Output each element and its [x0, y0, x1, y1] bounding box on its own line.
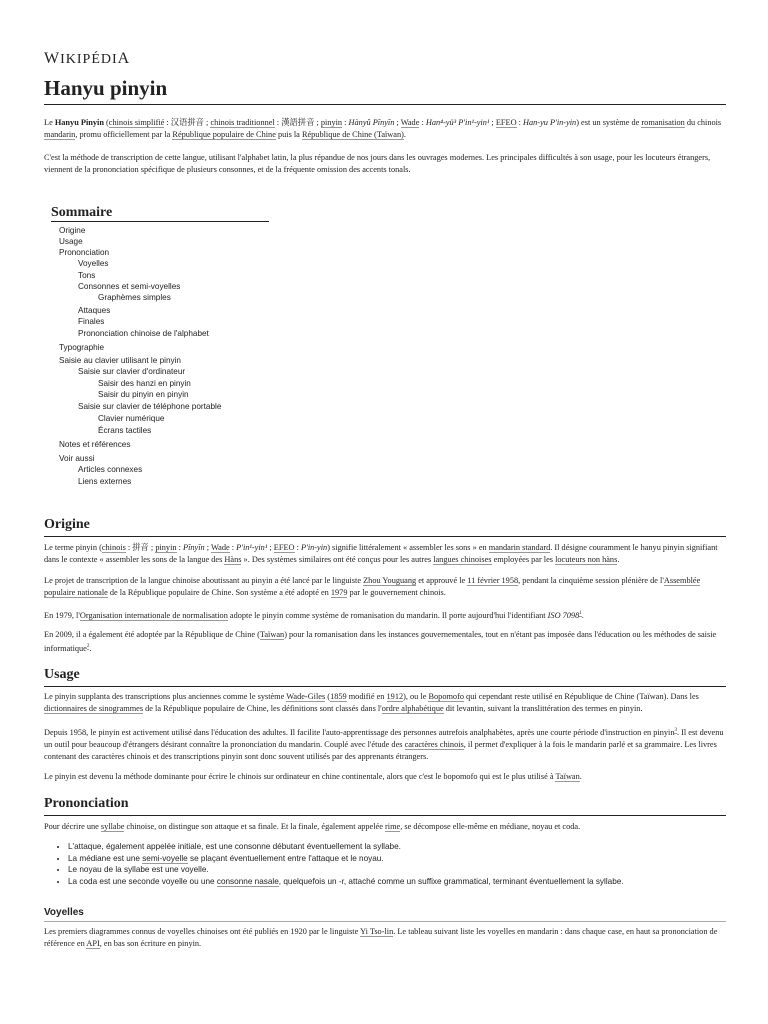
toc-item[interactable]: Articles connexes	[78, 465, 143, 474]
toc-item[interactable]: Saisie sur clavier d'ordinateur	[78, 367, 186, 376]
italic-term: P'in¹-yin¹	[236, 543, 268, 552]
footnote-ref	[87, 644, 90, 650]
inline-link[interactable]: Hàns	[224, 555, 242, 564]
inline-link[interactable]: Organisation internationale de normalisation	[79, 610, 228, 620]
page-title: Hanyu pinyin	[44, 76, 168, 100]
toc-item[interactable]: Prononciation chinoise de l'alphabet	[78, 329, 209, 338]
origine-paragraph-1: Le terme pinyin (chinois : 拼音 ; pinyin : Pīnyīn ; Wade : P'in¹-yin¹ ; EFEO : P'in-yin) signifie littéralement « assembler les sons » en mandarin standard. Il désigne couramment le hanyu pinyin signifiant dans le contexte « assembler les sons de la langue des Hàns ». Des systèmes similaires ont été conçus pour les autres langues chinoises employées par les locuteurs non hàns.	[44, 543, 718, 564]
inline-link[interactable]: EFEO	[495, 118, 517, 127]
inline-link[interactable]: Taïwan	[555, 772, 580, 781]
origine-paragraph-3: En 1979, l'Organisation internationale de normalisation adopte le pinyin comme système de romanisation du mandarin. Il porte aujourd'hui l'identifiant ISO 7098$^1$.	[44, 610, 584, 620]
inline-link[interactable]: Assemblée populaire nationale	[44, 576, 701, 597]
intro-paragraph-1: Le Hanyu Pinyin (chinois simplifié : 汉语拼音 ; chinois traditionnel : 漢語拼音 ; pinyin : Hànyǔ Pīnyīn ; Wade : Han⁴-yü³ P'in¹-yin¹ ; EFEO : Han-yu P'in-yin) est un système de romanisation du chinois mandarin, promu officiellement par la République populaire de Chine puis la République de Chine (Taïwan).	[44, 118, 722, 139]
list-item: • L'attaque, également appelée initiale, est une consonne débutant éventuellement la syllabe.	[68, 841, 624, 853]
heading-prononciation: Prononciation	[44, 796, 129, 811]
italic-term: Pīnyīn	[183, 543, 205, 552]
subheading-divider	[44, 921, 726, 922]
heading-usage: Usage	[44, 667, 80, 682]
toc-title: Sommaire	[51, 205, 113, 220]
inline-link[interactable]: semi-voyelle	[142, 853, 188, 863]
inline-link[interactable]: Wade	[400, 118, 420, 127]
inline-link[interactable]: caractères chinois	[404, 739, 464, 749]
toc-item[interactable]: Saisie au clavier utilisant le pinyin	[59, 356, 181, 365]
toc-item[interactable]: Clavier numérique	[98, 414, 165, 423]
footnote-ref	[674, 728, 677, 734]
inline-link[interactable]: mandarin	[44, 130, 76, 139]
inline-link[interactable]: Zhou Youguang	[363, 576, 417, 585]
inline-link[interactable]: pinyin	[155, 543, 177, 552]
inline-link[interactable]: chinois	[101, 543, 126, 552]
footnote-ref	[579, 611, 582, 617]
heading-divider	[44, 815, 726, 816]
inline-link[interactable]: République populaire de Chine	[172, 130, 276, 139]
italic-term: P'in-yin	[301, 543, 328, 552]
prononciation-paragraph: Pour décrire une syllabe chinoise, on distingue son attaque et sa finale. Et la finale, également appelée rime, se décompose elle-même en médiane, noyau et coda.	[44, 822, 581, 831]
toc-item[interactable]: Attaques	[78, 306, 111, 315]
inline-link[interactable]: 1859	[330, 692, 347, 701]
toc-item[interactable]: Origine	[59, 226, 86, 235]
inline-link[interactable]: 1979	[330, 588, 348, 597]
inline-link[interactable]: Taïwan	[259, 630, 285, 639]
inline-link[interactable]: 11 février 1958	[467, 576, 519, 585]
list-item: • Le noyau de la syllabe est une voyelle.	[68, 864, 624, 876]
inline-link[interactable]: mandarin standard	[488, 543, 551, 552]
toc-item[interactable]: Écrans tactiles	[98, 426, 152, 435]
heading-divider	[44, 686, 726, 687]
intro-paragraph-2: C'est la méthode de transcription de cette langue, utilisant l'alphabet latin, la plus répandue de nos jours dans les ouvrages modernes. Les principales difficultés à son usage, pour les locuteurs étrangers, viennent de la prononciation spécifique de plusieurs consonnes, et de la fréquente omission des accents tonals.	[44, 153, 711, 174]
toc-item[interactable]: Typographie	[59, 343, 105, 352]
footnote-link[interactable]: 2	[86, 644, 90, 649]
italic-term: Han⁴-yü³ P'in¹-yin¹	[425, 118, 490, 127]
toc-item[interactable]: Saisir des hanzi en pinyin	[98, 379, 191, 388]
toc-item[interactable]: Liens externes	[78, 477, 132, 486]
prononciation-list	[54, 841, 624, 887]
inline-link[interactable]: Bopomofo	[428, 692, 464, 701]
toc-item[interactable]: Prononciation	[59, 248, 110, 257]
usage-paragraph-3: Le pinyin est devenu la méthode dominante pour écrire le chinois sur ordinateur en chine continentale, alors que c'est le bopomofo qui est le plus utilisé à Taïwan.	[44, 772, 582, 781]
title-divider	[44, 104, 726, 105]
inline-link[interactable]: langues chinoises	[433, 555, 492, 564]
toc-item[interactable]: Saisir du pinyin en pinyin	[98, 390, 189, 399]
toc-item[interactable]: Graphèmes simples	[98, 293, 171, 302]
toc-item[interactable]: Usage	[59, 237, 83, 246]
heading-divider	[44, 536, 726, 537]
inline-link[interactable]: Wade-Giles	[286, 692, 326, 701]
toc-item[interactable]: Saisie sur clavier de téléphone portable	[78, 402, 222, 411]
toc-divider	[51, 221, 269, 222]
heading-voyelles: Voyelles	[44, 907, 84, 918]
usage-paragraph-2: Depuis 1958, le pinyin est activement utilisé dans l'éducation des adultes. Il facilite l'auto-apprentissage des personnes autrefois analphabètes, après une courte période d'instruction en pinyin$^3$. Il est devenu un outil pour beaucoup d'étrangers désirant connaître la prononciation du mandarin. Couplé avec l'étude des caractères chinois, il permet d'expliquer à la fois le mandarin parlé et sa grammaire. Les livres contenant des caractères chinois et des transcriptions pinyin sont donc souvent utilisés par des apprenants étrangers.	[44, 727, 724, 761]
inline-link[interactable]: dictionnaires de sinogrammes	[44, 704, 144, 713]
toc-item[interactable]: Notes et références	[59, 440, 131, 449]
origine-paragraph-2: Le projet de transcription de la langue chinoise aboutissant au pinyin a été lancé par le linguiste Zhou Youguang et approuvé le 11 février 1958, pendant la cinquième session plénière de l'Assemblée populaire nationale de la République populaire de Chine. Son système a été adopté en 1979 par le gouvernement chinois.	[44, 576, 701, 597]
list-item: • La médiane est une semi-voyelle se plaçant éventuellement entre l'attaque et le noyau.	[68, 853, 624, 865]
toc-item[interactable]: Voyelles	[78, 259, 109, 268]
inline-link[interactable]: syllabe	[100, 822, 125, 831]
inline-link[interactable]: EFEO	[273, 543, 295, 552]
toc-item[interactable]: Finales	[78, 317, 105, 326]
footnote-link[interactable]: 1	[579, 611, 582, 616]
italic-term: ISO 7098	[547, 610, 580, 620]
inline-link[interactable]: chinois traditionnel	[210, 118, 275, 127]
inline-link[interactable]: Yi Tso-lin	[360, 927, 394, 936]
inline-link[interactable]: ordre alphabétique	[381, 704, 444, 713]
list-item: • La coda est une seconde voyelle ou une consonne nasale, quelquefois un -r, attaché comme un suffixe grammatical, terminant éventuellement la syllabe.	[68, 876, 624, 888]
inline-link[interactable]: rime	[385, 822, 401, 831]
inline-link[interactable]: romanisation	[641, 118, 685, 127]
italic-term: Han-yu P'in-yin	[523, 118, 577, 127]
inline-link[interactable]: chinois simplifié	[108, 118, 165, 127]
usage-paragraph-1: Le pinyin supplanta des transcriptions plus anciennes comme le système Wade-Giles (1859 modifié en 1912), ou le Bopomofo qui cependant reste utilisé en République de Chine (Taïwan). Dans les dictionnaires de sinogrammes de la République populaire de Chine, les définitions sont classés dans l'ordre alphabétique dit levantin, suivant la translittération des termes en pinyin.	[44, 692, 699, 713]
wikipedia-logo[interactable]: WIKIPÉDIA	[44, 50, 131, 67]
inline-link[interactable]: République de Chine (Taïwan)	[301, 130, 404, 139]
toc-item[interactable]: Consonnes et semi-voyelles	[78, 282, 181, 291]
heading-origine: Origine	[44, 517, 90, 532]
footnote-link[interactable]: 3	[674, 728, 677, 733]
bold-term: Hanyu Pinyin	[54, 118, 104, 127]
inline-link[interactable]: consonne nasale	[216, 876, 279, 886]
italic-term: Hànyǔ Pīnyīn	[348, 118, 395, 127]
inline-link[interactable]: Wade	[210, 543, 230, 552]
inline-link[interactable]: 1912	[386, 692, 404, 701]
inline-link[interactable]: API	[86, 939, 100, 948]
inline-link[interactable]: pinyin	[320, 118, 343, 127]
origine-paragraph-4: En 2009, il a également été adoptée par la République de Chine (Taïwan) pour la romanisation dans les instances gouvernementales, tout en n'étant pas imposée dans l'éducation ou les méthodes de saisie informatique$^2$.	[44, 630, 717, 653]
toc-item[interactable]: Tons	[78, 271, 96, 280]
toc-item[interactable]: Voir aussi	[59, 454, 95, 463]
voyelles-paragraph: Les premiers diagrammes connus de voyelles chinoises ont été publiés en 1920 par le linguiste Yi Tso-lin. Le tableau suivant liste les voyelles en mandarin : dans chaque case, en haut sa prononciation de référence en API, en bas son écriture en pinyin.	[44, 927, 718, 948]
inline-link[interactable]: locuteurs non hàns	[555, 555, 618, 564]
